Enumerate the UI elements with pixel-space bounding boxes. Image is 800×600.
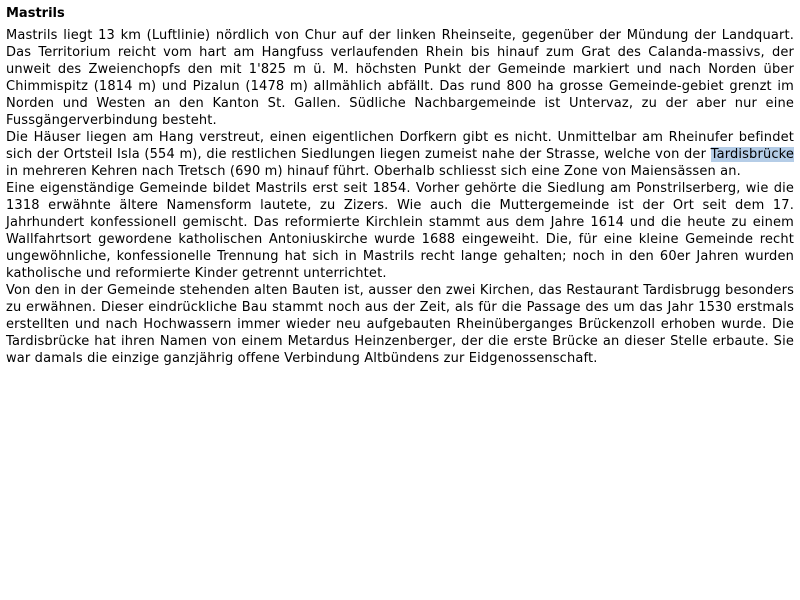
paragraph-buildings: Von den in der Gemeinde stehenden alten Bauten ist, ausser den zwei Kirchen, das Restaurant Tardisbrugg besonders zu erwähnen. Dieser eindrückliche Bau stammt noch aus der Zeit, als für die Passage des um das Jahr 1530 erstmals erstellten und nach Hochwassern immer wieder neu aufgebauten Rheinüberganges Brückenzoll erhoben wurde. Die Tardisbrücke hat ihren Namen von einem Metardus Heinzenberger, der die erste Brücke an dieser Stelle erbaute. Sie war damals die einzige ganzjährig offene Verbindung Altbündens zur Eidgenossenschaft. (6, 283, 794, 366)
article-title: Mastrils (6, 6, 65, 21)
paragraph-settlement-before: Die Häuser liegen am Hang verstreut, einen eigentlichen Dorfkern gibt es nicht. Unmittelbar am Rheinufer befindet sich der Ortsteil Isla (554 m), die restlichen Siedlungen liegen zumeist nahe der Strasse, welche von der (6, 130, 794, 162)
paragraph-location: Mastrils liegt 13 km (Luftlinie) nördlich von Chur auf der linken Rheinseite, gegenüber der Mündung der Landquart. Das Territorium reicht vom hart am Hangfuss verlaufenden Rhein bis hinauf zum Grat des Calanda-massivs, der unweit des Zweienchopfs den mit 1'825 m ü. M. höchsten Punkt der Gemeinde markiert und nach Norden über Chimmispitz (1814 m) und Pizalun (1478 m) allmählich abfällt. Das rund 800 ha grosse Gemeinde-gebiet grenzt im Norden und Westen an den Kanton St. Gallen. Südliche Nachbargemeinde ist Untervaz, zu der aber nur eine Fussgängerverbindung besteht. (6, 28, 794, 128)
article-body (6, 27, 794, 367)
paragraph-settlement (6, 129, 794, 180)
selected-text-highlight[interactable]: Tardisbrücke (710, 147, 794, 162)
paragraph-settlement-after: in mehreren Kehren nach Tretsch (690 m) hinauf führt. Oberhalb schliesst sich eine Zone von Maiensässen an. (6, 164, 741, 179)
paragraph-history: Eine eigenständige Gemeinde bildet Mastrils erst seit 1854. Vorher gehörte die Siedlung am Ponstrilserberg, wie die 1318 erwähnte ältere Namensform lautete, zu Zizers. Wie auch die Muttergemeinde ist der Ort seit dem 17. Jahrhundert konfessionell gemischt. Das reformierte Kirchlein stammt aus dem Jahre 1614 und die heute zu einem Wallfahrtsort gewordene katholischen Antoniuskirche wurde 1688 eingeweiht. Die, für eine kleine Gemeinde recht ungewöhnliche, konfessionelle Trennung hat sich in Mastrils recht lange gehalten; noch in den 60er Jahren wurden katholische und reformierte Kinder getrennt unterrichtet. (6, 181, 794, 281)
